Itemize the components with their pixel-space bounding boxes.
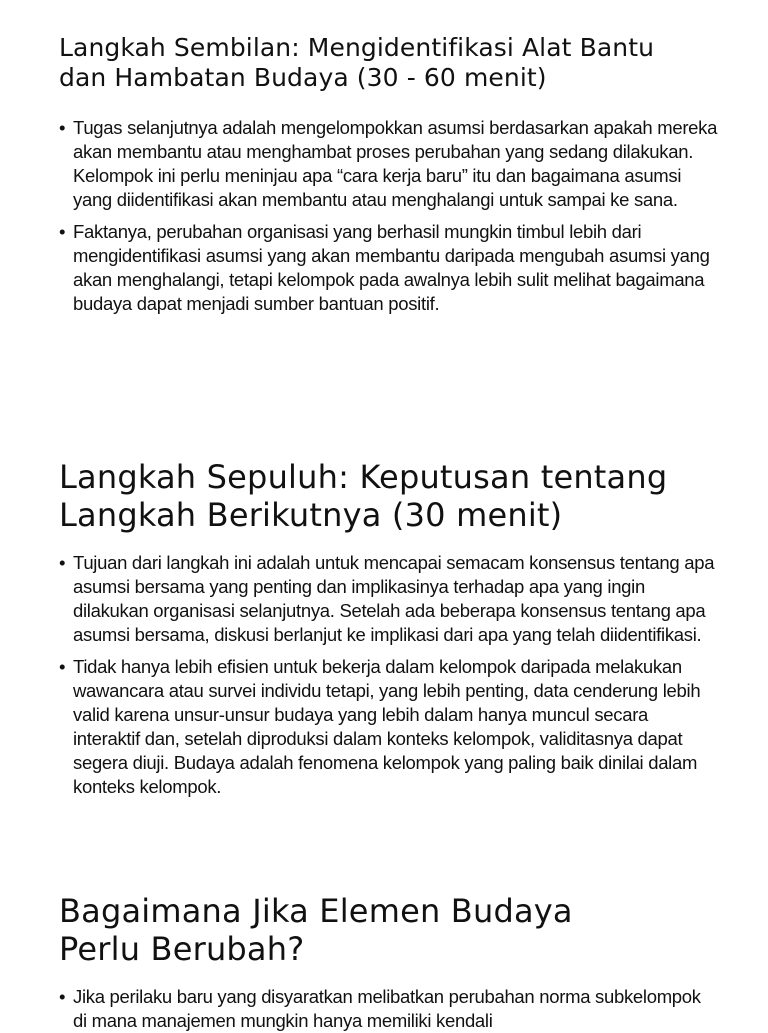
bullet-item [59, 551, 719, 647]
section-heading [59, 33, 719, 93]
heading-line: dan Hambatan Budaya (30 - 60 menit) [59, 63, 547, 92]
bullet-mark: • [59, 986, 66, 1007]
bullet-item [59, 655, 719, 799]
bullet-mark: • [59, 656, 66, 677]
bullet-text: Tugas selanjutnya adalah mengelompokkan asumsi berdasarkan apakah mereka akan membantu atau menghambat proses perubahan yang sedang dilakukan. Kelompok ini perlu meninjau apa “cara kerja baru” itu dan bagaimana asumsi yang diidentifikasi akan membantu atau menghalangi untuk sampai ke sana. [73, 117, 718, 210]
bullet-list [59, 116, 719, 316]
bullet-text: Tidak hanya lebih efisien untuk bekerja dalam kelompok daripada melakukan wawancara atau survei individu tetapi, yang lebih penting, data cenderung lebih valid karena unsur-unsur budaya yang lebih dalam hanya muncul secara interaktif dan, setelah diproduksi dalam konteks kelompok, validitasnya dapat segera diuji. Budaya adalah fenomena kelompok yang paling baik dinilai dalam konteks kelompok. [73, 656, 701, 797]
section-heading [59, 892, 719, 968]
bullet-item [59, 116, 719, 212]
bullet-mark: • [59, 552, 66, 573]
bullet-list [59, 551, 719, 799]
heading-line: Langkah Sepuluh: Keputusan tentang [59, 458, 668, 496]
bullet-item [59, 220, 719, 316]
bullet-text: Jika perilaku baru yang disyaratkan melibatkan perubahan norma subkelompok di mana manajemen mungkin hanya memiliki kendali [73, 986, 701, 1031]
heading-line: Bagaimana Jika Elemen Budaya [59, 892, 573, 930]
bullet-text: Faktanya, perubahan organisasi yang berhasil mungkin timbul lebih dari mengidentifikasi asumsi yang akan membantu daripada mengubah asumsi yang akan menghalangi, tetapi kelompok pada awalnya lebih sulit melihat bagaimana budaya dapat menjadi sumber bantuan positif. [73, 221, 710, 314]
bullet-text: Tujuan dari langkah ini adalah untuk mencapai semacam konsensus tentang apa asumsi bersama yang penting dan implikasinya terhadap apa yang ingin dilakukan organisasi selanjutnya. Setelah ada beberapa konsensus tentang apa asumsi bersama, diskusi berlanjut ke implikasi dari apa yang telah diidentifikasi. [73, 552, 715, 645]
heading-line: Langkah Berikutnya (30 menit) [59, 496, 563, 534]
section-culture-change [59, 892, 719, 1033]
section-step-nine [59, 33, 719, 316]
section-heading [59, 458, 719, 534]
bullet-mark: • [59, 221, 66, 242]
heading-line: Langkah Sembilan: Mengidentifikasi Alat Bantu [59, 33, 655, 62]
bullet-mark: • [59, 117, 66, 138]
heading-line: Perlu Berubah? [59, 930, 305, 968]
bullet-list [59, 985, 719, 1033]
bullet-item [59, 985, 719, 1033]
section-step-ten [59, 458, 719, 799]
